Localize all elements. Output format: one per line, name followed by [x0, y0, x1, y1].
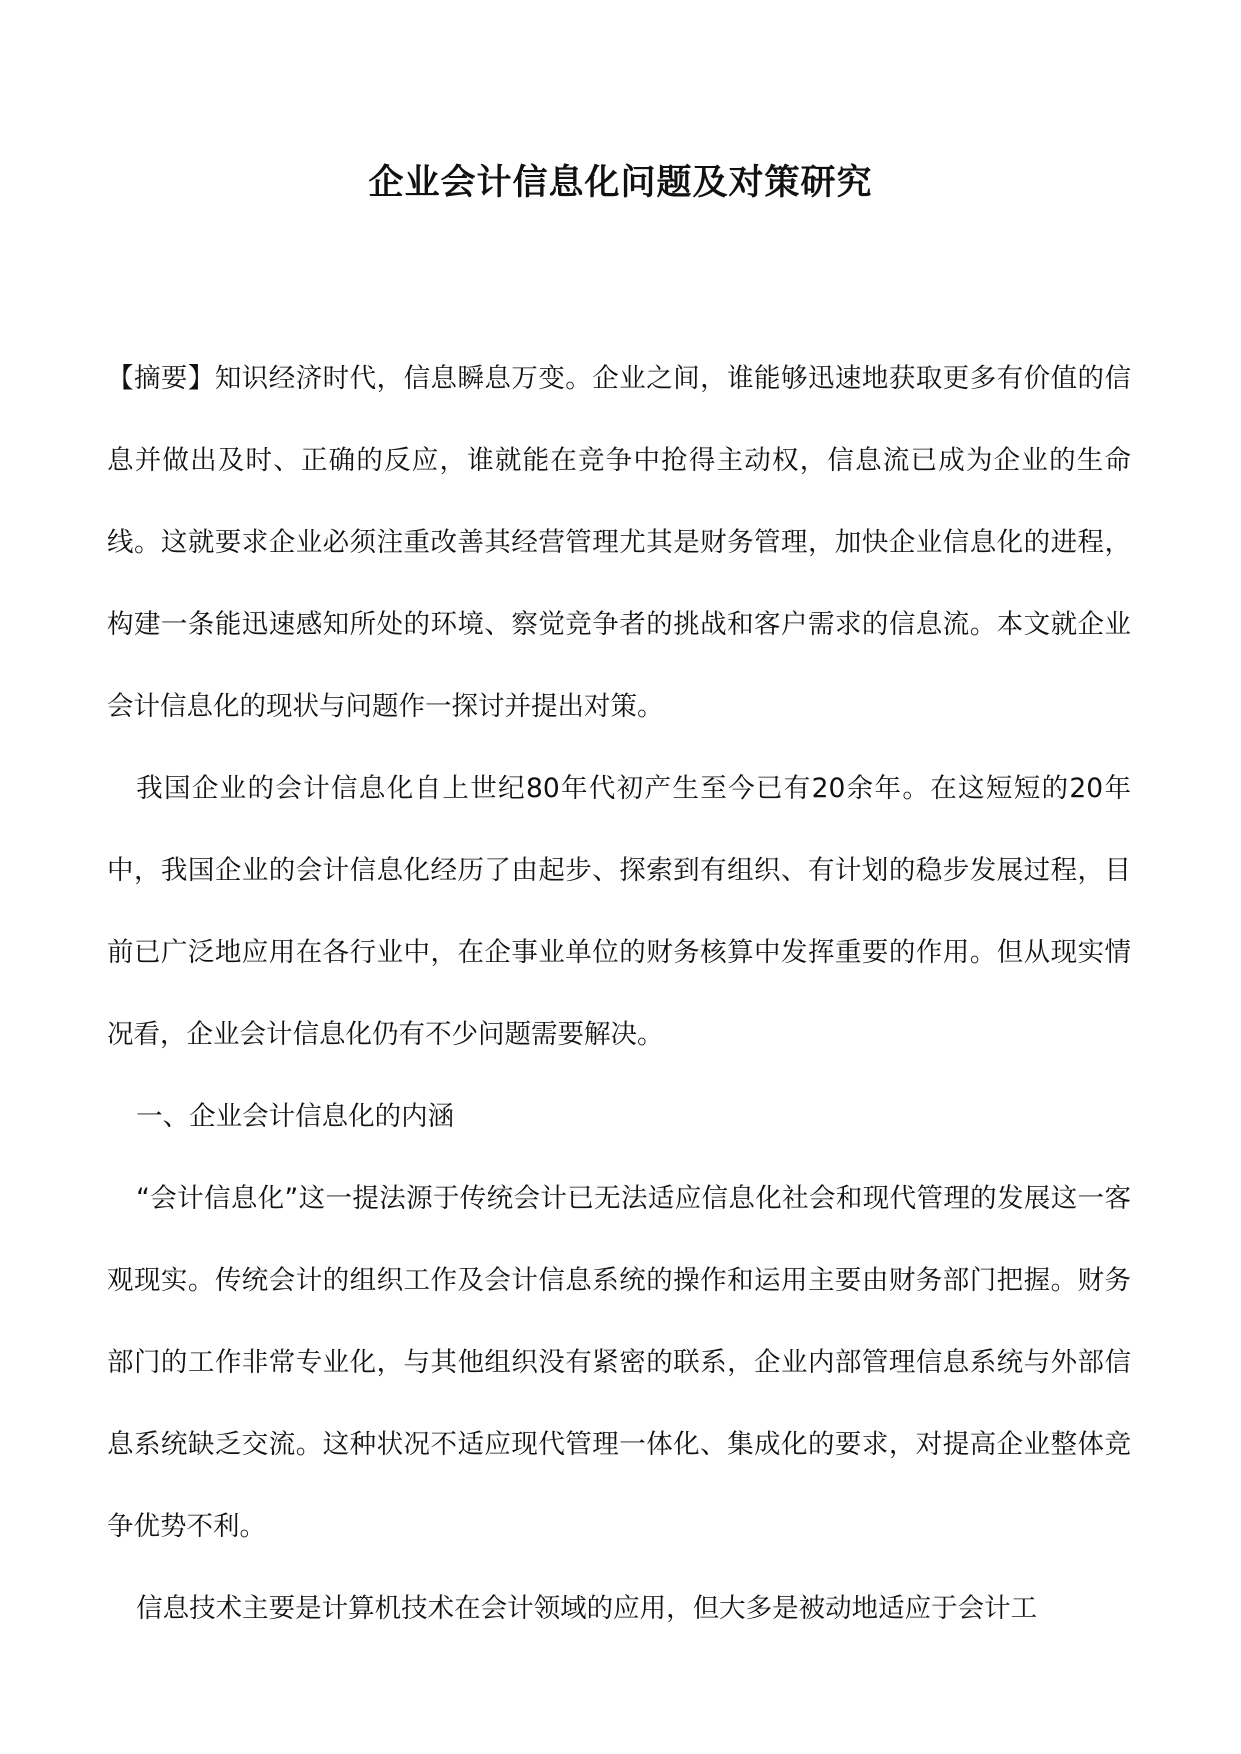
document-body [107, 338, 1131, 1650]
body-paragraph: 我国企业的会计信息化自上世纪80年代初产生至今已有20余年。在这短短的20年中，我国企业的会计信息化经历了由起步、探索到有组织、有计划的稳步发展过程，目前已广泛地应用在各行业中，在企事业单位的财务核算中发挥重要的作用。但从现实情况看，企业会计信息化仍有不少问题需要解决。 [107, 773, 1131, 1050]
body-paragraph: 信息技术主要是计算机技术在会计领域的应用，但大多是被动地适应于会计工 [136, 1593, 1038, 1624]
abstract-paragraph: 【摘要】知识经济时代，信息瞬息万变。企业之间，谁能够迅速地获取更多有价值的信息并做出及时、正确的反应，谁就能在竞争中抢得主动权，信息流已成为企业的生命线。这就要求企业必须注重改善其经营管理尤其是财务管理，加快企业信息化的进程，构建一条能迅速感知所处的环境、察觉竞争者的挑战和客户需求的信息流。本文就企业会计信息化的现状与问题作一探讨并提出对策。 [107, 363, 1131, 722]
document-title: 企业会计信息化问题及对策研究 [368, 162, 873, 203]
body-paragraph: “会计信息化”这一提法源于传统会计已无法适应信息化社会和现代管理的发展这一客观现实。传统会计的组织工作及会计信息系统的操作和运用主要由财务部门把握。财务部门的工作非常专业化，与其他组织没有紧密的联系，企业内部管理信息系统与外部信息系统缺乏交流。这种状况不适应现代管理一体化、集成化的要求，对提高企业整体竞争优势不利。 [107, 1183, 1131, 1542]
section-heading: 一、企业会计信息化的内涵 [136, 1101, 455, 1132]
